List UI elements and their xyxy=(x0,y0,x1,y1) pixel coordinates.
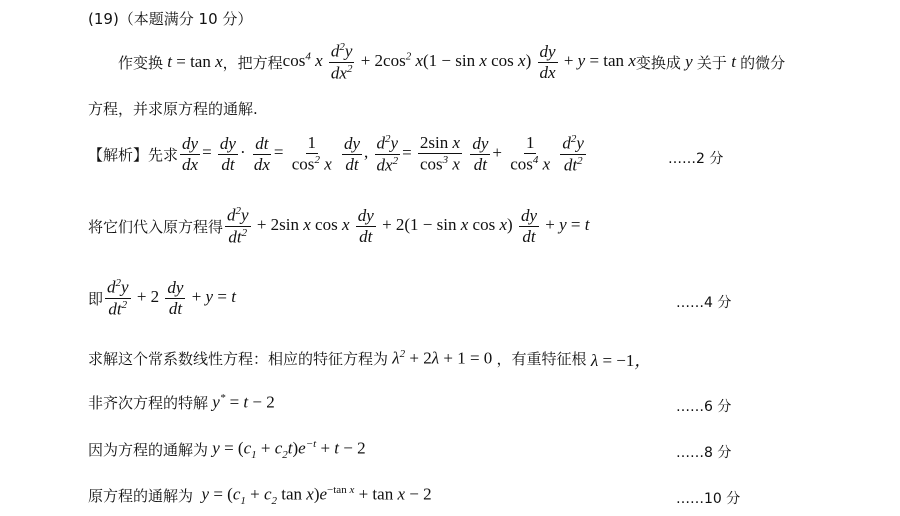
score-6: ……6 分 xyxy=(676,399,732,415)
original-equation: $\cos^4 x$ $\frac{d^2y}{dx^2}$ + $2\cos^2$ x(1 − sin x cos x) $\frac{dy}{dx}$ + y = tan x xyxy=(282,41,636,83)
solution-line1: 【解析】先求 $\frac{dy}{dx}$ = $\frac{dy}{dt}$ · $\frac{dt}{dx}$ = $\frac{1}{\cos^2 x}$ $\frac{dy}{dt}$ , $\frac{d^2y}{dx^2}$ = $\frac{\text{2sin x}}{\cos^3 x}$ $\frac{dy}{dt}$ + $\frac{1}{\cos^4 x}$ $\frac{d^2y}{dt^2}$ xyxy=(88,134,900,174)
substitution-formula: t = tan x xyxy=(163,52,223,71)
substituted-equation: $\frac{d^2y}{dt^2}$ + 2sin x cos x $\frac{dy}{dt}$ + 2(1 − sin x cos x) $\frac{dy}{dt}$ + y = t xyxy=(227,205,590,247)
score-2: ……2 分 xyxy=(668,151,724,167)
solution-line7: 原方程的通解为 $y = (c_1 + c_2$ $\tan x)e^{-tan x} + \tan x - 2$ xyxy=(88,484,432,508)
simplified-equation: $\frac{d^2y}{dt^2}$ + 2 $\frac{dy}{dt}$ + y = t xyxy=(107,277,236,319)
first-derivative-formula: $\frac{dy}{dx}$ = $\frac{dy}{dt}$ · $\frac{dt}{dx}$ = $\frac{1}{\cos^2 x}$ $\frac{dy}{dt}$ , xyxy=(182,133,373,174)
score-8: ……8 分 xyxy=(676,445,732,461)
score-10: ……10 分 xyxy=(676,491,741,507)
solution-line3: 即 $\frac{d^2y}{dt^2}$ + 2 $\frac{dy}{dt}$ + y = t xyxy=(88,277,236,319)
second-derivative-formula: $\frac{d^2y}{dx^2}$ = $\frac{\text{2sin x}}{\cos^3 x}$ $\frac{dy}{dt}$ + $\frac{1}{\cos^4 x}$ $\frac{d^2y}{dt^2}$ xyxy=(376,133,584,175)
solution-line6: 因为方程的通解为 $y = (c_1 + c_2t)e^{-t} + t - 2$ xyxy=(88,438,366,462)
particular-solution: y* = t − 2 xyxy=(208,392,275,412)
problem-statement-line1: 作变换 t = tan x ，把方程 $\cos^4 x$ $\frac{d^2y}{dx^2}$ + $2\cos^2$ x(1 − sin x cos x) $\frac{dy}{dx}$ + y = tan x 变换成 y 关于 t 的微分 xyxy=(118,41,786,83)
general-solution-t: $y = (c_1 + c_2t)e^{-t} + t - 2$ xyxy=(208,438,366,462)
problem-statement-line2: 方程，并求原方程的通解. xyxy=(88,100,258,118)
problem-header: (19)（本题满分 10 分） xyxy=(88,10,253,28)
characteristic-root: λ = −1， xyxy=(586,351,652,370)
general-solution-x: $y = (c_1 + c_2$ $\tan x)e^{-tan x} + \tan x - 2$ xyxy=(193,484,432,508)
score-4: ……4 分 xyxy=(676,295,732,311)
solution-line4: 求解这个常系数线性方程：相应的特征方程为 $\lambda^2 + 2\lambda + 1 = 0$ ，有重特征根 λ = −1， xyxy=(88,346,900,371)
solution-line2: 将它们代入原方程得 $\frac{d^2y}{dt^2}$ + 2sin x cos x $\frac{dy}{dt}$ + 2(1 − sin x cos x) $\frac{dy}{dt}$ + y = t xyxy=(88,205,590,247)
characteristic-equation: $\lambda^2 + 2\lambda + 1 = 0$ xyxy=(388,348,493,368)
solution-line5: 非齐次方程的特解 y* = t − 2 xyxy=(88,392,275,412)
